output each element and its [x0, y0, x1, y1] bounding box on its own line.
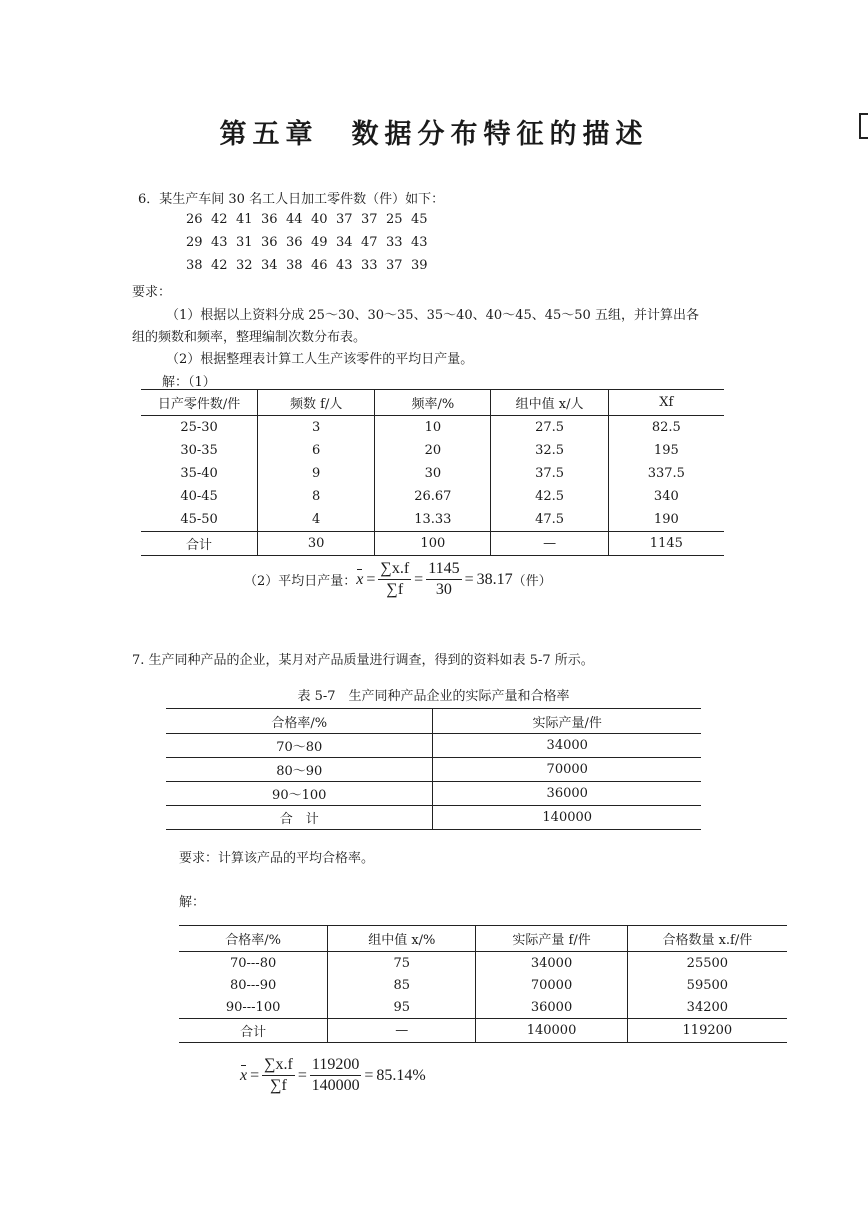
table-cell: 42.5	[491, 485, 608, 508]
table-cell: 190	[608, 508, 724, 532]
table-cell: 34000	[476, 952, 627, 975]
data-cell: 37	[336, 212, 353, 227]
table-row	[179, 996, 787, 1019]
table-cell: 27.5	[491, 416, 608, 440]
q7-requirement: 要求：计算该产品的平均合格率。	[179, 851, 375, 866]
page-title: 第五章 数据分布特征的描述	[219, 119, 649, 150]
data-cell: 39	[411, 258, 428, 273]
q6-data-row-1	[186, 212, 436, 227]
table-cell: 10	[375, 416, 491, 440]
data-cell: 34	[261, 258, 278, 273]
fraction-denominator: ∑f	[386, 581, 404, 598]
table-cell: 59500	[627, 974, 787, 996]
data-cell: 45	[411, 212, 428, 227]
table-cell: 9	[258, 462, 375, 485]
table-cell: 3	[258, 416, 375, 440]
formula-result: 38.17	[476, 570, 513, 588]
table-cell: 47.5	[491, 508, 608, 532]
data-cell: 41	[236, 212, 253, 227]
table-sum-row	[166, 806, 701, 830]
table-cell: 合计	[141, 532, 258, 556]
table-cell: 140000	[433, 806, 701, 830]
x-bar-symbol: x	[356, 570, 364, 588]
data-cell: 29	[186, 235, 203, 250]
q6-requirement-label: 要求：	[132, 285, 172, 300]
table-cell: 70000	[433, 758, 701, 782]
data-cell: 33	[361, 258, 378, 273]
qualified-quantity-table	[179, 925, 787, 1043]
table-row	[141, 439, 724, 462]
table-cell: 合计	[179, 1019, 328, 1043]
table-cell: 34200	[627, 996, 787, 1019]
q6-requirement-1a: （1）根据以上资料分成 25～30、30～35、35～40、40～45、45～50 五组，并计算出各	[166, 308, 699, 323]
table-header-cell: 组中值 x/%	[328, 926, 476, 952]
table-cell: 85	[328, 974, 476, 996]
table-cell: 119200	[627, 1019, 787, 1043]
table-cell: 95	[328, 996, 476, 1019]
data-cell: 36	[286, 235, 303, 250]
data-cell: 43	[411, 235, 428, 250]
table-header-cell: 合格率/%	[166, 709, 433, 734]
fraction-numerator: 119200	[310, 1056, 361, 1076]
x-bar-symbol: x	[240, 1066, 248, 1084]
table-sum-row	[179, 1019, 787, 1043]
q7-solution-label: 解：	[179, 895, 206, 910]
table-cell: 30	[375, 462, 491, 485]
data-cell: 37	[386, 258, 403, 273]
table-cell: 337.5	[608, 462, 724, 485]
data-cell: 44	[286, 212, 303, 227]
table-cell: 100	[375, 532, 491, 556]
table-row	[141, 462, 724, 485]
fraction-denominator: ∑f	[270, 1077, 287, 1094]
data-cell: 43	[336, 258, 353, 273]
table-cell: 80～90	[166, 758, 433, 782]
table-cell: 32.5	[491, 439, 608, 462]
table-cell: 80---90	[229, 977, 277, 993]
table-cell: 82.5	[608, 416, 724, 440]
q6-data-row-3	[186, 258, 436, 273]
data-cell: 42	[211, 212, 228, 227]
data-cell: 33	[386, 235, 403, 250]
table-header-cell: 频率/%	[375, 390, 491, 416]
data-cell: 34	[336, 235, 353, 250]
table-header-cell: 实际产量 f/件	[476, 926, 627, 952]
table-cell: —	[491, 532, 608, 556]
data-cell: 46	[311, 258, 328, 273]
table-cell: 37.5	[491, 462, 608, 485]
table-cell: 25-30	[180, 420, 218, 435]
data-cell: 38	[286, 258, 303, 273]
table-cell: 13.33	[375, 508, 491, 532]
table-cell: 30-35	[180, 443, 218, 458]
table-cell: 30	[258, 532, 375, 556]
formula-fraction-symbolic	[378, 560, 411, 599]
table-cell: 45-50	[180, 512, 218, 527]
table-cell: 20	[375, 439, 491, 462]
table-cell: —	[328, 1019, 476, 1043]
table-row	[166, 734, 701, 758]
formula-fraction-numeric	[310, 1056, 361, 1095]
table-cell: 26.67	[375, 485, 491, 508]
table-cell: 70～80	[166, 734, 433, 758]
table-cell: 90---100	[225, 999, 281, 1015]
table-cell: 25500	[627, 952, 787, 975]
table-cell: 35-40	[180, 466, 218, 481]
fraction-numerator: ∑x.f	[262, 1056, 295, 1076]
table-header-row	[166, 709, 701, 734]
table-header-row	[141, 390, 724, 416]
data-cell: 36	[261, 212, 278, 227]
table-header-cell: 日产零件数/件	[141, 390, 258, 416]
table-header-cell: Xf	[608, 390, 724, 416]
table-cell: 6	[258, 439, 375, 462]
q6-data-row-2	[186, 235, 436, 250]
table-row	[141, 508, 724, 532]
frequency-distribution-table	[141, 389, 724, 556]
q6-solution-label: 解：（1）	[162, 375, 216, 390]
table-row	[166, 758, 701, 782]
table-cell: 1145	[608, 532, 724, 556]
data-cell: 38	[186, 258, 203, 273]
formula-result: 85.14%	[376, 1066, 426, 1084]
data-cell: 47	[361, 235, 378, 250]
q6-text: 6．某生产车间 30 名工人日加工零件数（件）如下：	[138, 192, 445, 207]
table-cell: 70000	[476, 974, 627, 996]
table-row	[141, 416, 724, 440]
table-row	[179, 952, 787, 975]
table-cell: 340	[608, 485, 724, 508]
table-cell: 195	[608, 439, 724, 462]
q6-requirement-2: （2）根据整理表计算工人生产该零件的平均日产量。	[166, 352, 474, 367]
table-sum-row	[141, 532, 724, 556]
table-cell: 70---80	[229, 955, 277, 971]
table-row	[179, 974, 787, 996]
table-header-cell: 频数 f/人	[258, 390, 375, 416]
table-cell: 合 计	[166, 806, 433, 830]
data-cell: 49	[311, 235, 328, 250]
data-cell: 32	[236, 258, 253, 273]
table-row	[141, 485, 724, 508]
table-cell: 4	[258, 508, 375, 532]
table-cell: 8	[258, 485, 375, 508]
data-cell: 37	[361, 212, 378, 227]
table-caption: 表 5-7 生产同种产品企业的实际产量和合格率	[297, 689, 570, 704]
fraction-denominator: 140000	[311, 1077, 360, 1094]
table-row	[166, 782, 701, 806]
q7-average-formula: x = $\frac{\sum x.f}{\sum f}$ = $\frac{119200}{140000}$ = 85.14%	[240, 1056, 426, 1094]
fraction-numerator: 1145	[426, 560, 461, 580]
table-cell: 34000	[433, 734, 701, 758]
data-cell: 25	[386, 212, 403, 227]
corner-bracket-mark	[859, 113, 868, 139]
fraction-numerator: ∑x.f	[378, 560, 411, 580]
data-cell: 26	[186, 212, 203, 227]
data-cell: 36	[261, 235, 278, 250]
table-cell: 140000	[476, 1019, 627, 1043]
table-cell: 75	[328, 952, 476, 975]
table-cell: 36000	[476, 996, 627, 1019]
quality-rate-table	[166, 708, 701, 830]
data-cell: 31	[236, 235, 253, 250]
q7-text: 7. 生产同种产品的企业，某月对产品质量进行调查，得到的资料如表 5-7 所示。	[132, 653, 594, 668]
table-header-cell: 合格数量 x.f/件	[627, 926, 787, 952]
q6-requirement-1b: 组的频数和频率，整理编制次数分布表。	[132, 330, 367, 345]
table-cell: 40-45	[180, 489, 218, 504]
formula-fraction-numeric	[426, 560, 461, 599]
data-cell: 40	[311, 212, 328, 227]
table-header-cell: 合格率/%	[179, 926, 328, 952]
table-header-cell: 组中值 x/人	[491, 390, 608, 416]
formula-unit: （件）	[512, 574, 552, 589]
table-header-row	[179, 926, 787, 952]
data-cell: 42	[211, 258, 228, 273]
fraction-denominator: 30	[435, 581, 452, 598]
formula-fraction-symbolic	[262, 1056, 295, 1095]
data-cell: 43	[211, 235, 228, 250]
table-header-cell: 实际产量/件	[433, 709, 701, 734]
table-cell: 90～100	[166, 782, 433, 806]
q6-average-formula: （2）平均日产量： x = $\frac{\sum x.f}{\sum f}$ = $\frac{1145}{30}$ = 38.17 （件）	[244, 560, 552, 598]
table-cell: 36000	[433, 782, 701, 806]
average-label: （2）平均日产量：	[244, 574, 357, 589]
